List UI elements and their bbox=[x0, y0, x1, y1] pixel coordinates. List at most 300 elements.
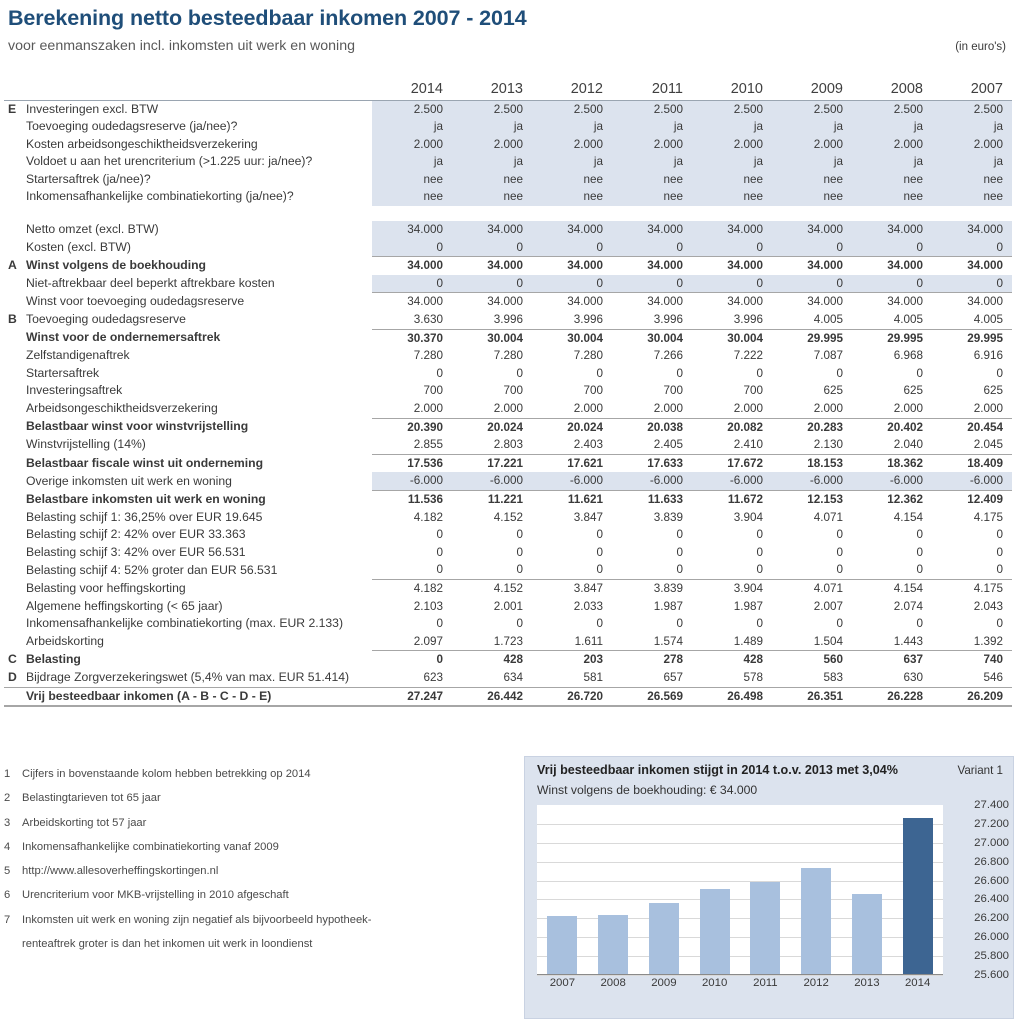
value-cell: 0 bbox=[516, 563, 523, 577]
value-cell[interactable]: ja bbox=[612, 153, 692, 171]
value-cell[interactable]: 34.000 bbox=[372, 221, 452, 239]
table-row bbox=[4, 669, 1012, 687]
value-cell[interactable]: -6.000 bbox=[932, 472, 1012, 490]
value-cell: 637 bbox=[852, 651, 932, 669]
value-cell: 3.996 bbox=[653, 313, 683, 327]
value-cell: 0 bbox=[916, 545, 923, 559]
calculation-table bbox=[4, 76, 1012, 707]
value-cell[interactable]: 2.000 bbox=[932, 136, 1012, 154]
value-cell[interactable]: -6.000 bbox=[612, 472, 692, 490]
row-label-cell bbox=[4, 687, 372, 706]
row-label-cell bbox=[4, 100, 372, 118]
value-cell: 0 bbox=[436, 617, 443, 631]
value-cell[interactable]: 34.000 bbox=[852, 221, 932, 239]
value-cell[interactable]: -6.000 bbox=[772, 472, 852, 490]
value-cell: 2.855 bbox=[413, 438, 443, 452]
table-row bbox=[4, 153, 1012, 171]
value-cell: 2.000 bbox=[413, 402, 443, 415]
value-cell[interactable]: 2.500 bbox=[932, 100, 1012, 118]
chart-bars bbox=[537, 805, 943, 974]
footnote-item bbox=[4, 811, 504, 835]
value-cell: 30.004 bbox=[692, 329, 772, 347]
value-cell: 34.000 bbox=[772, 257, 852, 275]
value-cell: 2.000 bbox=[653, 402, 683, 415]
value-cell: 4.005 bbox=[973, 313, 1003, 327]
value-cell: 18.362 bbox=[852, 454, 932, 472]
value-cell[interactable]: nee bbox=[372, 188, 452, 206]
value-cell: 583 bbox=[823, 670, 843, 684]
chart-y-tick: 27.000 bbox=[974, 836, 1009, 849]
value-cell[interactable]: ja bbox=[692, 153, 772, 171]
value-cell: 203 bbox=[532, 651, 612, 669]
footnote-text: Urencriterium voor MKB-vrijstelling in 2010 afgeschaft bbox=[22, 889, 289, 902]
value-cell: 20.390 bbox=[372, 418, 452, 436]
table-row bbox=[4, 382, 1012, 400]
value-cell[interactable]: 0 bbox=[532, 239, 612, 257]
table-header-year: 2011 bbox=[612, 76, 692, 100]
calculation-table-wrap bbox=[0, 76, 1016, 707]
value-cell[interactable]: nee bbox=[452, 188, 532, 206]
value-cell: 6.916 bbox=[973, 349, 1003, 363]
footnote-item bbox=[4, 932, 504, 956]
value-cell[interactable]: ja bbox=[372, 118, 452, 136]
row-label: Winst voor de ondernemersaftrek bbox=[26, 330, 221, 345]
table-row bbox=[4, 171, 1012, 189]
row-label-cell bbox=[4, 365, 372, 383]
row-label-cell bbox=[4, 454, 372, 472]
row-label-cell bbox=[4, 118, 372, 136]
table-row bbox=[4, 454, 1012, 472]
footnote-number: 3 bbox=[4, 816, 11, 829]
table-row bbox=[4, 221, 1012, 239]
value-cell[interactable]: nee bbox=[452, 171, 532, 189]
value-cell[interactable]: 34.000 bbox=[692, 221, 772, 239]
value-cell: 700 bbox=[583, 384, 603, 398]
value-cell[interactable]: 2.500 bbox=[772, 100, 852, 118]
value-cell[interactable]: 2.500 bbox=[692, 100, 772, 118]
value-cell: 11.672 bbox=[692, 490, 772, 508]
value-cell: 1.574 bbox=[653, 634, 683, 648]
value-cell[interactable]: ja bbox=[932, 118, 1012, 136]
value-cell: 4.154 bbox=[852, 579, 932, 597]
table-row bbox=[4, 136, 1012, 154]
value-cell: 0 bbox=[676, 563, 683, 577]
table-body bbox=[4, 100, 1012, 706]
value-cell: 20.283 bbox=[772, 418, 852, 436]
value-cell: 0 bbox=[756, 528, 763, 542]
value-cell: 2.000 bbox=[893, 402, 923, 415]
value-cell[interactable]: 2.000 bbox=[692, 136, 772, 154]
value-cell[interactable]: 2.000 bbox=[452, 136, 532, 154]
value-cell: 0 bbox=[996, 545, 1003, 559]
value-cell: 625 bbox=[983, 384, 1003, 398]
footnote-item bbox=[4, 859, 504, 883]
value-cell: 30.004 bbox=[612, 329, 692, 347]
row-label: Toevoeging oudedagsreserve bbox=[26, 312, 186, 327]
value-cell: 34.000 bbox=[452, 257, 532, 275]
value-cell[interactable]: 0 bbox=[772, 239, 852, 257]
value-cell: 1.504 bbox=[813, 634, 843, 648]
value-cell: 7.280 bbox=[413, 349, 443, 363]
row-label-cell bbox=[4, 136, 372, 154]
value-cell: 4.152 bbox=[493, 510, 523, 524]
value-cell: 0 bbox=[596, 528, 603, 542]
value-cell: 625 bbox=[823, 384, 843, 398]
value-cell: 0 bbox=[676, 545, 683, 559]
row-label-cell bbox=[4, 544, 372, 562]
value-cell: 3.839 bbox=[612, 579, 692, 597]
chart-y-tick: 26.000 bbox=[974, 931, 1009, 944]
value-cell: 20.038 bbox=[612, 418, 692, 436]
value-cell[interactable]: -6.000 bbox=[452, 472, 532, 490]
value-cell[interactable]: 0 bbox=[612, 275, 692, 293]
value-cell[interactable]: ja bbox=[452, 118, 532, 136]
value-cell[interactable]: 34.000 bbox=[532, 221, 612, 239]
chart-x-tick: 2008 bbox=[600, 977, 626, 989]
table-row bbox=[4, 651, 1012, 669]
footnote-number: 1 bbox=[4, 768, 11, 780]
value-cell: 1.723 bbox=[493, 634, 523, 648]
value-cell: 34.000 bbox=[772, 293, 852, 311]
value-cell: 0 bbox=[596, 545, 603, 559]
value-cell[interactable]: 0 bbox=[452, 239, 532, 257]
table-row bbox=[4, 615, 1012, 633]
value-cell: 428 bbox=[452, 651, 532, 669]
value-cell[interactable]: nee bbox=[532, 188, 612, 206]
value-cell[interactable]: 0 bbox=[452, 275, 532, 293]
chart-bar bbox=[649, 903, 679, 974]
table-row bbox=[4, 561, 1012, 579]
value-cell[interactable]: nee bbox=[932, 188, 1012, 206]
value-cell: 11.536 bbox=[372, 490, 452, 508]
row-label-cell bbox=[4, 239, 372, 257]
value-cell[interactable]: 2.000 bbox=[612, 136, 692, 154]
value-cell[interactable]: 34.000 bbox=[452, 221, 532, 239]
value-cell[interactable]: nee bbox=[852, 188, 932, 206]
table-header-row bbox=[4, 76, 1012, 100]
value-cell: 0 bbox=[596, 366, 603, 380]
value-cell: 3.630 bbox=[413, 313, 443, 327]
row-label: Kosten (excl. BTW) bbox=[26, 239, 131, 254]
chart-y-tick: 25.600 bbox=[974, 969, 1009, 981]
value-cell[interactable]: nee bbox=[692, 171, 772, 189]
row-label: Bijdrage Zorgverzekeringswet (5,4% van max. EUR 51.414) bbox=[26, 669, 350, 684]
value-cell[interactable]: ja bbox=[852, 153, 932, 171]
value-cell: 29.995 bbox=[772, 329, 852, 347]
value-cell: 0 bbox=[436, 366, 443, 380]
value-cell: 17.621 bbox=[532, 454, 612, 472]
chart-x-tick: 2010 bbox=[701, 977, 728, 989]
row-label: Toevoeging oudedagsreserve (ja/nee)? bbox=[26, 119, 238, 134]
value-cell: 30.370 bbox=[372, 329, 452, 347]
footnote-number: 5 bbox=[4, 865, 11, 878]
value-cell: 2.074 bbox=[893, 599, 923, 613]
value-cell: 20.024 bbox=[532, 418, 612, 436]
value-cell[interactable]: nee bbox=[852, 171, 932, 189]
chart-y-tick: 26.400 bbox=[974, 893, 1009, 906]
row-label: Belasting schijf 4: 52% groter dan EUR 56.531 bbox=[26, 562, 278, 577]
value-cell[interactable]: ja bbox=[852, 118, 932, 136]
value-cell: 0 bbox=[836, 528, 843, 542]
table-row bbox=[4, 490, 1012, 508]
row-label-cell bbox=[4, 579, 372, 597]
row-key: C bbox=[8, 651, 17, 666]
value-cell: 30.004 bbox=[452, 329, 532, 347]
row-label-cell bbox=[4, 188, 372, 206]
value-cell: 7.280 bbox=[493, 349, 523, 363]
value-cell[interactable]: 0 bbox=[692, 275, 772, 293]
footnote-text: Inkomensafhankelijke combinatiekorting vanaf 2009 bbox=[22, 840, 279, 853]
value-cell[interactable]: 2.000 bbox=[532, 136, 612, 154]
chart-panel bbox=[524, 756, 1014, 1019]
value-cell[interactable]: nee bbox=[612, 171, 692, 189]
page-subtitle: voor eenmanszaken incl. inkomsten uit werk en woning bbox=[8, 38, 355, 54]
value-cell[interactable]: nee bbox=[532, 171, 612, 189]
chart-x-tick: 2012 bbox=[803, 977, 829, 989]
value-cell: 0 bbox=[436, 528, 443, 542]
value-cell: 34.000 bbox=[692, 257, 772, 275]
value-cell[interactable]: -6.000 bbox=[372, 472, 452, 490]
value-cell: 18.153 bbox=[772, 454, 852, 472]
value-cell[interactable]: ja bbox=[692, 118, 772, 136]
row-label-cell bbox=[4, 400, 372, 418]
value-cell[interactable]: nee bbox=[612, 188, 692, 206]
value-cell: 17.633 bbox=[612, 454, 692, 472]
value-cell: 0 bbox=[756, 366, 763, 380]
value-cell[interactable]: ja bbox=[612, 118, 692, 136]
table-header-year: 2010 bbox=[692, 76, 772, 100]
table-row bbox=[4, 275, 1012, 293]
chart-x-tick: 2011 bbox=[753, 977, 778, 989]
value-cell: 20.454 bbox=[932, 418, 1012, 436]
value-cell[interactable]: 0 bbox=[932, 275, 1012, 293]
value-cell[interactable]: nee bbox=[692, 188, 772, 206]
row-label-cell bbox=[4, 472, 372, 490]
table-row bbox=[4, 509, 1012, 527]
value-cell[interactable]: ja bbox=[452, 153, 532, 171]
chart-y-tick: 26.800 bbox=[974, 855, 1009, 868]
value-cell: 34.000 bbox=[932, 293, 1012, 311]
value-cell: 17.221 bbox=[452, 454, 532, 472]
value-cell: 26.720 bbox=[532, 687, 612, 706]
row-label-cell bbox=[4, 615, 372, 633]
table-row bbox=[4, 598, 1012, 616]
row-label: Overige inkomsten uit werk en woning bbox=[26, 473, 232, 488]
value-cell: 1.392 bbox=[973, 634, 1003, 648]
value-cell[interactable]: 2.500 bbox=[372, 100, 452, 118]
value-cell: 4.071 bbox=[772, 579, 852, 597]
value-cell: 700 bbox=[503, 384, 523, 398]
value-cell: 34.000 bbox=[852, 293, 932, 311]
table-row bbox=[4, 365, 1012, 383]
value-cell: 30.004 bbox=[532, 329, 612, 347]
value-cell[interactable]: 0 bbox=[772, 275, 852, 293]
value-cell[interactable]: 0 bbox=[692, 239, 772, 257]
value-cell[interactable]: ja bbox=[532, 118, 612, 136]
chart-bar bbox=[801, 868, 831, 974]
footnote-text: Inkomsten uit werk en woning zijn negatief als bijvoorbeeld hypotheek- bbox=[22, 913, 372, 926]
value-cell: 560 bbox=[772, 651, 852, 669]
value-cell: 26.351 bbox=[772, 687, 852, 706]
value-cell[interactable]: -6.000 bbox=[852, 472, 932, 490]
row-label-cell bbox=[4, 171, 372, 189]
row-label-cell bbox=[4, 311, 372, 329]
value-cell[interactable]: 0 bbox=[372, 239, 452, 257]
value-cell: 34.000 bbox=[612, 293, 692, 311]
table-row bbox=[4, 579, 1012, 597]
value-cell[interactable]: 2.000 bbox=[772, 136, 852, 154]
row-label-cell bbox=[4, 561, 372, 579]
value-cell[interactable]: 2.000 bbox=[372, 136, 452, 154]
row-label: Arbeidskorting bbox=[26, 633, 104, 648]
value-cell: 0 bbox=[996, 366, 1003, 380]
value-cell: 12.409 bbox=[932, 490, 1012, 508]
row-label: Winstvrijstelling (14%) bbox=[26, 437, 146, 452]
value-cell[interactable]: 34.000 bbox=[612, 221, 692, 239]
value-cell: 4.154 bbox=[893, 510, 923, 524]
value-cell: 0 bbox=[436, 545, 443, 559]
value-cell: 34.000 bbox=[372, 293, 452, 311]
value-cell: 4.071 bbox=[813, 510, 843, 524]
value-cell[interactable]: ja bbox=[772, 118, 852, 136]
value-cell: 0 bbox=[372, 651, 452, 669]
chart-bar bbox=[750, 882, 780, 974]
value-cell: 3.996 bbox=[493, 313, 523, 327]
table-row bbox=[4, 257, 1012, 275]
value-cell[interactable]: 0 bbox=[612, 239, 692, 257]
value-cell: 2.130 bbox=[813, 438, 843, 452]
table-header-year: 2008 bbox=[852, 76, 932, 100]
value-cell: 0 bbox=[996, 563, 1003, 577]
spacer-cell bbox=[4, 206, 1012, 221]
value-cell[interactable]: ja bbox=[532, 153, 612, 171]
chart-bar bbox=[547, 916, 577, 974]
row-label: Arbeidsongeschiktheidsverzekering bbox=[26, 401, 218, 416]
row-label: Belasting schijf 2: 42% over EUR 33.363 bbox=[26, 527, 246, 542]
value-cell[interactable]: -6.000 bbox=[692, 472, 772, 490]
chart-y-axis bbox=[949, 799, 1009, 981]
row-label-cell bbox=[4, 347, 372, 365]
row-label: Belastbaar winst voor winstvrijstelling bbox=[26, 419, 249, 434]
row-label: Belasting schijf 1: 36,25% over EUR 19.645 bbox=[26, 509, 263, 524]
value-cell[interactable]: 0 bbox=[852, 239, 932, 257]
value-cell: 1.611 bbox=[574, 634, 603, 648]
row-label-cell bbox=[4, 382, 372, 400]
value-cell: 0 bbox=[996, 617, 1003, 631]
value-cell: 4.182 bbox=[372, 579, 452, 597]
chart-y-tick: 27.400 bbox=[974, 799, 1009, 811]
value-cell[interactable]: -6.000 bbox=[532, 472, 612, 490]
value-cell: 34.000 bbox=[852, 257, 932, 275]
value-cell[interactable]: 2.500 bbox=[452, 100, 532, 118]
value-cell: 11.621 bbox=[532, 490, 612, 508]
chart-plot-area bbox=[537, 805, 943, 975]
value-cell[interactable]: 34.000 bbox=[772, 221, 852, 239]
value-cell[interactable]: ja bbox=[372, 153, 452, 171]
value-cell[interactable]: nee bbox=[772, 171, 852, 189]
value-cell: 546 bbox=[983, 670, 1003, 684]
value-cell[interactable]: 0 bbox=[372, 275, 452, 293]
footnote-text: renteaftrek groter is dan het inkomen uit werk in loondienst bbox=[22, 938, 313, 951]
value-cell[interactable]: ja bbox=[932, 153, 1012, 171]
value-cell: 3.904 bbox=[733, 510, 763, 524]
value-cell: 0 bbox=[676, 366, 683, 380]
row-label-cell bbox=[4, 669, 372, 687]
value-cell: 740 bbox=[932, 651, 1012, 669]
value-cell: 0 bbox=[916, 563, 923, 577]
value-cell: 623 bbox=[423, 670, 443, 684]
value-cell[interactable]: 2.500 bbox=[532, 100, 612, 118]
table-row bbox=[4, 544, 1012, 562]
value-cell[interactable]: ja bbox=[772, 153, 852, 171]
table-header-year: 2012 bbox=[532, 76, 612, 100]
value-cell[interactable]: 34.000 bbox=[932, 221, 1012, 239]
value-cell: 3.904 bbox=[692, 579, 772, 597]
value-cell: 34.000 bbox=[372, 257, 452, 275]
table-row bbox=[4, 400, 1012, 418]
row-label: Investeringen excl. BTW bbox=[26, 101, 159, 116]
value-cell: 4.152 bbox=[452, 579, 532, 597]
value-cell[interactable]: 0 bbox=[932, 239, 1012, 257]
value-cell: 278 bbox=[612, 651, 692, 669]
table-row bbox=[4, 293, 1012, 311]
row-label: Belastbare inkomsten uit werk en woning bbox=[26, 491, 266, 506]
value-cell: 26.569 bbox=[612, 687, 692, 706]
table-spacer-row bbox=[4, 206, 1012, 221]
value-cell: 1.443 bbox=[893, 634, 923, 648]
value-cell: 2.405 bbox=[653, 438, 683, 452]
row-key: B bbox=[8, 312, 17, 327]
row-key: E bbox=[8, 101, 17, 116]
row-label-cell bbox=[4, 651, 372, 669]
table-row bbox=[4, 347, 1012, 365]
table-row bbox=[4, 687, 1012, 706]
chart-subtitle: Winst volgens de boekhouding: € 34.000 bbox=[537, 783, 758, 797]
row-label-cell bbox=[4, 221, 372, 239]
value-cell: 0 bbox=[516, 617, 523, 631]
value-cell[interactable]: nee bbox=[932, 171, 1012, 189]
value-cell[interactable]: 0 bbox=[532, 275, 612, 293]
chart-y-tick: 26.600 bbox=[974, 874, 1009, 887]
value-cell: 1.987 bbox=[653, 599, 683, 613]
row-label: Inkomensafhankelijke combinatiekorting (max. EUR 2.133) bbox=[26, 616, 344, 631]
value-cell[interactable]: nee bbox=[372, 171, 452, 189]
chart-x-tick: 2009 bbox=[651, 977, 677, 989]
row-label-cell bbox=[4, 436, 372, 454]
row-label: Voldoet u aan het urencriterium (>1.225 uur: ja/nee)? bbox=[26, 154, 313, 169]
value-cell: 634 bbox=[503, 670, 523, 684]
value-cell[interactable]: 2.500 bbox=[852, 100, 932, 118]
table-header-year: 2007 bbox=[932, 76, 1012, 100]
value-cell: 0 bbox=[596, 617, 603, 631]
table-row bbox=[4, 436, 1012, 454]
value-cell: 0 bbox=[516, 545, 523, 559]
footnote-item bbox=[4, 786, 504, 810]
value-cell[interactable]: nee bbox=[772, 188, 852, 206]
row-key: D bbox=[8, 669, 17, 684]
row-label: Algemene heffingskorting (< 65 jaar) bbox=[26, 598, 223, 613]
row-label-cell bbox=[4, 257, 372, 275]
value-cell: 1.489 bbox=[733, 634, 763, 648]
value-cell: 2.045 bbox=[973, 438, 1003, 452]
value-cell[interactable]: 2.500 bbox=[612, 100, 692, 118]
value-cell[interactable]: 0 bbox=[852, 275, 932, 293]
value-cell[interactable]: 2.000 bbox=[852, 136, 932, 154]
value-cell: 26.442 bbox=[452, 687, 532, 706]
value-cell: 3.847 bbox=[573, 510, 603, 524]
table-row bbox=[4, 188, 1012, 206]
value-cell: 1.987 bbox=[733, 599, 763, 613]
